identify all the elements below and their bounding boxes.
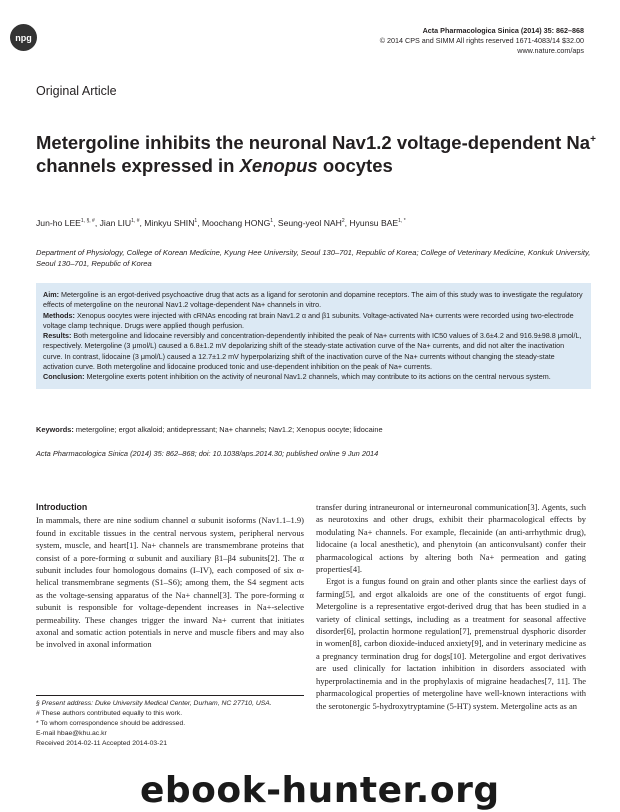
citation-line: Acta Pharmacologica Sinica (2014) 35: 862–868; doi: 10.1038/aps.2014.30; published online 9 Jun 2014 [36, 449, 379, 458]
abstract-conclusion: Metergoline exerts potent inhibition on the activity of neuronal Nav1.2 channels, which may contribute to its actions on the central nervous system. [86, 372, 551, 382]
author: Seung-yeol NAH [277, 218, 342, 228]
intro-paragraph: In mammals, there are nine sodium channel α subunit isoforms (Nav1.1–1.9) found in excitable tissues in the central nervous system, peripheral nervous system, muscle, and heart[1]. Na+ channels are transmembrane proteins that consist of a pore-forming α subunit and auxiliary β1–β4 subunits[2]. The α subunit includes four homologous domains (I–IV), each composed of six α-helical transmembrane segments (S1–S6); among them, the S4 segment acts as the voltage-sensing apparatus of the Na+ channel[3]. The pore-forming α subunit is responsible for voltage-dependent increases in Na+-selective permeability. These changes trigger the inward Na+ current that initiates axonal and somatic action potentials in nerve and muscle fibers and may also be involved in axonal information [36, 515, 304, 650]
body-paragraph: transfer during intraneuronal or interneuronal communication[3]. Agents, such as neurotoxins and other drugs, exhibit their pharmacological effects by modulating Na+ channels. For example, flecainide (an anti-arrhythmic drug), lidocaine (a local anesthetic), and phenytoin (an anticonvulsant) confer their pharmacological actions by altering both Na+ permeation and gating properties[4]. [316, 502, 586, 575]
author-list: Jun-ho $LEE^{1, \S, \#}$, Jian $LIU^{1, \#}$, Minkyu SHIN$^1$, Moochang HONG$^1$, Seung-yeol NAH$^2$, Hyunsu $BAE^{1, *}$ [36, 218, 406, 228]
received-accepted: Received 2014-02-11 Accepted 2014-03-21 [36, 740, 167, 747]
author: Minkyu SHIN [144, 218, 195, 228]
copyright-line: © 2014 CPS and SIMM All rights reserved 1671-4083/14 $32.00 [379, 36, 584, 45]
watermark: ebook-hunter.org [140, 770, 500, 811]
abstract-box: Aim: Metergoline is an ergot-derived psychoactive drug that acts as a ligand for serotonin and dopamine receptors. The aim of this study was to investigate the regulatory effects of metergoline on the neuronal Nav1.2 voltage-dependent Na+ channels in vitro. Methods: Xenopus oocytes were injected with cRNAs encoding rat brain Nav1.2 α and β1 subunits. Voltage-activated Na+ currents were recorded using two-electrode voltage clamp technique. Drugs were applied though perfusion. Results: Both metergoline and lidocaine reversibly and concentration-dependently inhibited the peak of Na+ currents with IC50 values of 3.6±4.2 and 916.9±98.8 μmol/L, respectively. Metergoline (3 μmol/L) caused a 6.8±1.2 mV depolarizing shift of the steady-state activation curve of the Na+ currents, and did not alter the inactivation curve. In contrast, lidocaine (3 μmol/L) caused a 12.7±1.2 mV hyperpolarizing shift of the inactivation curve of the Na+ currents without changing the steady-state activation curve. Both metergoline and lidocaine produced tonic and use-dependent inhibition on the peak of Na+ currents. Conclusion: Metergoline exerts potent inhibition on the activity of neuronal Nav1.2 channels, which may contribute to its actions on the central nervous system. [36, 283, 591, 389]
present-address: § Present address: Duke University Medical Center, Durham, NC 27710, USA. [36, 700, 272, 707]
author: Jian LIU [99, 218, 132, 228]
author: Moochang HONG [201, 218, 271, 228]
author: Hyunsu BAE [349, 218, 399, 228]
keywords: Keywords: metergoline; ergot alkaloid; antidepressant; Na+ channels; Nav1.2; Xenopus oocyte; lidocaine [36, 425, 383, 434]
journal-line: Acta Pharmacologica Sinica (2014) 35: 862–868 [422, 26, 584, 35]
article-title: Metergoline inhibits the neuronal Nav1.2 voltage-dependent Na+ channels expressed in Xenopus oocytes [36, 132, 596, 177]
abstract-results: Both metergoline and lidocaine reversibly and concentration-dependently inhibited the peak of Na+ currents with IC50 values of 3.6±4.2 and 916.9±98.8 μmol/L, respectively. Metergoline (3 μmol/L) caused a 6.8±1.2 mV depolarizing shift of the steady-state activation curve of the Na+ currents, and did not alter the inactivation curve. In contrast, lidocaine (3 μmol/L) caused a 12.7±1.2 mV hyperpolarizing shift of the inactivation curve of the Na+ currents without changing the steady-state activation curve. Both metergoline and lidocaine produced tonic and use-dependent inhibition on the peak of Na+ currents. [43, 331, 582, 371]
right-column [316, 501, 586, 712]
left-column [36, 501, 304, 651]
intro-heading: Introduction [36, 502, 88, 512]
journal-header [380, 26, 584, 56]
footnotes [36, 699, 304, 749]
equal-contribution: # These authors contributed equally to this work. [36, 710, 183, 717]
npg-logo: npg [10, 24, 37, 51]
affiliations: Department of Physiology, College of Korean Medicine, Kyung Hee University, Seoul 130–701, Republic of Korea; College of Veterinary Medicine, Konkuk University, Seoul 130–701, Republic of Korea [36, 248, 591, 268]
email[interactable]: E-mail hbae@khu.ac.kr [36, 730, 107, 737]
body-paragraph: Ergot is a fungus found on grain and other plants since the earliest days of farming[5], and ergot alkaloids are one of the constituents of ergot fungi. Metergoline is a representative ergot-derived drug that has been studied in a variety of clinical settings, including as a treatment for seasonal affective disorder[6], prolactin hormone regulation[7], premenstrual dysphoric disorder in women[8], carbon dioxide-induced anxiety[9], and in veterinary medicine as a pregnancy termination drug for dogs[10]. Metergoline and ergot derivatives are used clinically for lactation inhibition in disorders associated with hyperprolactinemia and in the prophylaxis of migraine headaches[7, 11]. The pharmacological properties of metergoline have well-known interactions with the serotonergic 5-hydroxytryptamine (5-HT) system. Metergoline acts as an [316, 576, 586, 711]
article-type: Original Article [36, 84, 117, 98]
journal-website[interactable]: www.nature.com/aps [517, 46, 584, 55]
correspondence-note: * To whom correspondence should be addressed. [36, 720, 186, 727]
abstract-aim: Metergoline is an ergot-derived psychoactive drug that acts as a ligand for serotonin and dopamine receptors. The aim of this study was to investigate the regulatory effects of metergoline on the neuronal Nav1.2 voltage-dependent Na+ channels in vitro. [43, 290, 583, 310]
footnote-divider [36, 695, 304, 696]
author: Jun-ho LEE [36, 218, 81, 228]
abstract-methods: Xenopus oocytes were injected with cRNAs encoding rat brain Nav1.2 α and β1 subunits. Voltage-activated Na+ currents were recorded using two-electrode voltage clamp technique. Drugs were applied though perfusion. [43, 310, 574, 330]
